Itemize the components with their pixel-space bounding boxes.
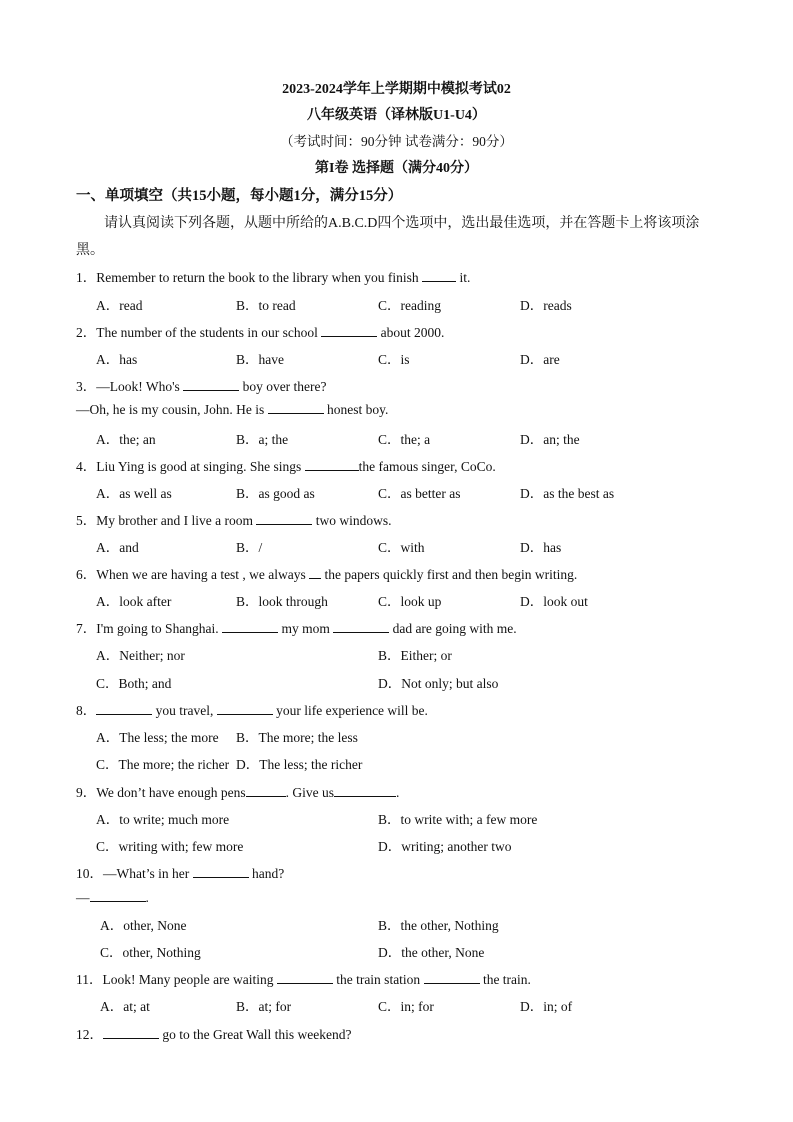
question-8 xyxy=(76,699,428,719)
option-c: C．Both; and xyxy=(96,676,172,691)
question-number: 1． xyxy=(76,270,97,285)
option-b: B．look through xyxy=(236,594,328,609)
answer-blank xyxy=(268,401,324,414)
question-4 xyxy=(76,455,496,475)
question-6 xyxy=(76,563,577,583)
option-d: D．Not only; but also xyxy=(378,676,499,691)
answer-blank xyxy=(103,1026,159,1039)
answer-blank xyxy=(90,889,146,902)
question-12 xyxy=(76,1023,351,1043)
part-heading: 第I卷 选择题（满分40分） xyxy=(315,161,478,176)
section-heading: 一、单项填空（共15小题，每小题1分，满分15分） xyxy=(76,188,403,204)
option-b: B．at; for xyxy=(236,999,292,1014)
question-5 xyxy=(76,509,391,529)
option-c: C．is xyxy=(378,352,410,367)
question-text: two windows. xyxy=(312,513,392,528)
option-c: C．in; for xyxy=(378,999,434,1014)
option-b: B．the other, Nothing xyxy=(378,918,499,933)
question-number: 11． xyxy=(76,972,103,987)
option-a: A．has xyxy=(96,352,138,367)
option-a: A．the; an xyxy=(96,432,156,447)
option-c: C．The more; the richer xyxy=(96,757,230,772)
answer-blank xyxy=(256,512,312,525)
option-c: C．writing with; few more xyxy=(96,839,244,854)
answer-blank xyxy=(424,971,480,984)
question-text: hand? xyxy=(248,866,285,881)
option-a: A．as well as xyxy=(96,486,172,501)
option-d: D．are xyxy=(520,352,560,367)
answer-blank xyxy=(246,784,286,797)
option-a: A．other, None xyxy=(100,918,187,933)
question-text: about 2000. xyxy=(377,325,445,340)
question-text: My brother and I live a room xyxy=(96,513,253,528)
answer-blank xyxy=(321,324,377,337)
question-number: 8． xyxy=(76,703,97,718)
question-3 xyxy=(76,375,327,395)
option-b: B．/ xyxy=(236,540,263,555)
option-b: B．to write with; a few more xyxy=(378,812,538,827)
option-a: A．The less; the more xyxy=(96,730,219,745)
option-a: A．read xyxy=(96,298,143,313)
question-text: go to the Great Wall this weekend? xyxy=(159,1027,352,1042)
option-c: C．other, Nothing xyxy=(100,945,201,960)
question-number: 12． xyxy=(76,1027,103,1042)
question-text: my mom xyxy=(278,621,330,636)
option-d: D．The less; the richer xyxy=(236,757,363,772)
option-b: B．a; the xyxy=(236,432,289,447)
option-c: C．reading xyxy=(378,298,441,313)
answer-blank xyxy=(334,784,396,797)
option-b: B．Either; or xyxy=(378,648,452,663)
question-1 xyxy=(76,266,470,286)
question-text: Remember to return the book to the library when you finish xyxy=(96,270,419,285)
question-text: I'm going to Shanghai. xyxy=(96,621,219,636)
question-number: 10． xyxy=(76,866,103,881)
question-number: 7． xyxy=(76,621,97,636)
option-b: B．to read xyxy=(236,298,296,313)
option-d: D．an; the xyxy=(520,432,580,447)
question-11 xyxy=(76,968,531,988)
option-a: A．Neither; nor xyxy=(96,648,185,663)
question-text: We don’t have enough pens xyxy=(96,785,246,800)
question-number: 6． xyxy=(76,567,97,582)
option-c: C．as better as xyxy=(378,486,461,501)
question-10-line2 xyxy=(76,889,149,906)
answer-blank xyxy=(422,269,456,282)
answer-blank xyxy=(217,702,273,715)
option-d: D．writing; another two xyxy=(378,839,512,854)
question-text: —Look! Who's xyxy=(96,379,180,394)
answer-blank xyxy=(183,378,239,391)
option-d: D．look out xyxy=(520,594,588,609)
question-text: your life experience will be. xyxy=(272,703,428,718)
question-text: — xyxy=(76,890,90,905)
question-text: Liu Ying is good at singing. She sings xyxy=(96,459,302,474)
question-number: 4． xyxy=(76,459,97,474)
question-text: —Oh, he is my cousin, John. He is xyxy=(76,402,265,417)
option-a: A．and xyxy=(96,540,139,555)
option-b: B．The more; the less xyxy=(236,730,358,745)
question-7 xyxy=(76,617,517,637)
question-10 xyxy=(76,862,284,882)
option-d: D．has xyxy=(520,540,562,555)
question-text: . xyxy=(396,785,400,800)
option-d: D．the other, None xyxy=(378,945,485,960)
question-text: Look! Many people are waiting xyxy=(102,972,274,987)
question-number: 9． xyxy=(76,785,97,800)
option-c: C．with xyxy=(378,540,425,555)
question-text: the train. xyxy=(479,972,531,987)
question-text: . Give us xyxy=(285,785,335,800)
answer-blank xyxy=(222,620,278,633)
option-b: B．have xyxy=(236,352,284,367)
exam-title: 2023-2024学年上学期期中模拟考试02 xyxy=(282,82,511,97)
answer-blank xyxy=(277,971,333,984)
answer-blank xyxy=(305,458,359,471)
question-9 xyxy=(76,781,399,801)
question-text: dad are going with me. xyxy=(389,621,517,636)
question-number: 5． xyxy=(76,513,97,528)
question-text: —What’s in her xyxy=(103,866,190,881)
exam-info: （考试时间：90分钟 试卷满分：90分） xyxy=(280,134,513,149)
option-d: D．reads xyxy=(520,298,572,313)
exam-subtitle: 八年级英语（译林版U1-U4） xyxy=(307,108,486,123)
option-c: C．look up xyxy=(378,594,442,609)
question-text: . xyxy=(145,890,149,905)
option-a: A．look after xyxy=(96,594,172,609)
option-d: D．in; of xyxy=(520,999,573,1014)
question-2 xyxy=(76,321,444,341)
question-number: 3． xyxy=(76,379,97,394)
question-number: 2． xyxy=(76,325,97,340)
question-3-line2 xyxy=(76,401,388,418)
question-text: it. xyxy=(456,270,471,285)
answer-blank xyxy=(309,566,321,579)
answer-blank xyxy=(333,620,389,633)
question-text: the train station xyxy=(332,972,421,987)
question-text: When we are having a test , we always xyxy=(96,567,306,582)
question-text: the famous singer, CoCo. xyxy=(358,459,496,474)
option-b: B．as good as xyxy=(236,486,315,501)
question-text: the papers quickly first and then begin writing. xyxy=(321,567,578,582)
question-text: honest boy. xyxy=(323,402,389,417)
option-d: D．as the best as xyxy=(520,486,615,501)
option-a: A．to write; much more xyxy=(96,812,230,827)
option-c: C．the; a xyxy=(378,432,431,447)
question-text: The number of the students in our school xyxy=(96,325,318,340)
option-a: A．at; at xyxy=(100,999,150,1014)
question-text: you travel, xyxy=(152,703,214,718)
section-instructions: 请认真阅读下列各题，从题中所给的A.B.C.D四个选项中，选出最佳选项，并在答题卡上将该项涂黑。 xyxy=(76,216,700,258)
answer-blank xyxy=(193,865,249,878)
answer-blank xyxy=(96,702,152,715)
question-text: boy over there? xyxy=(239,379,327,394)
